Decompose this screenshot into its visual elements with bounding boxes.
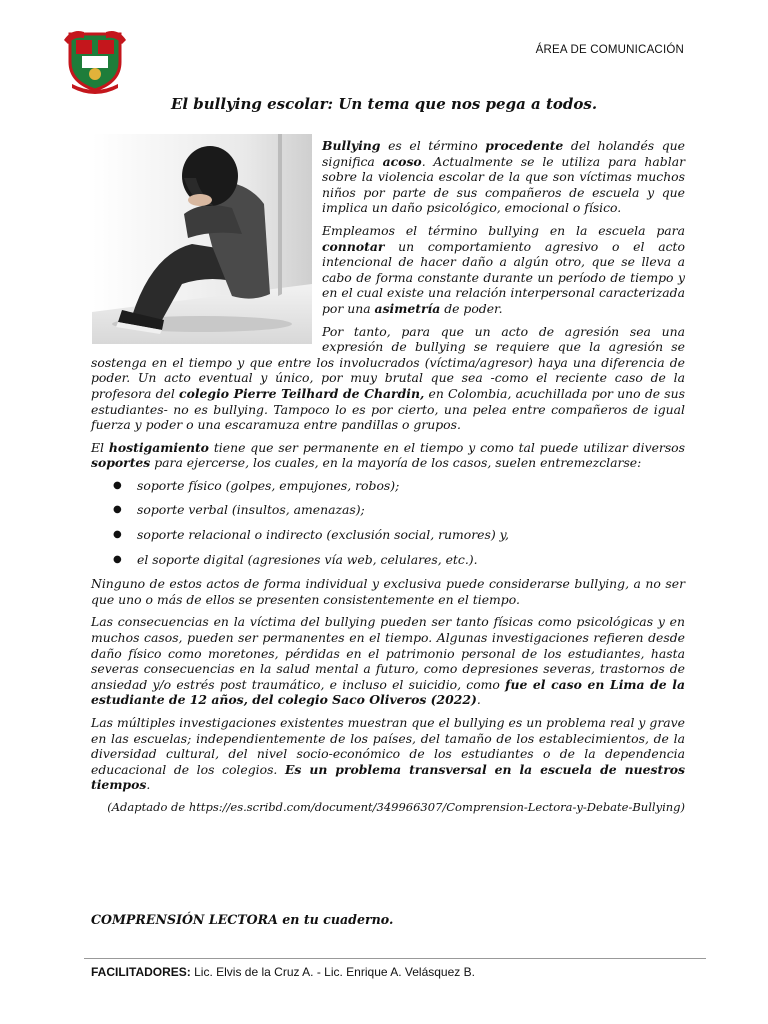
source-citation: (Adaptado de https://es.scribd.com/document/349966307/Comprension-Lectora-y-Debate-Bullying) [107, 799, 685, 814]
bold-term: hostigamiento [108, 439, 209, 455]
bold-term: Es un problema transversal en la escuela de nuestros tiempos [91, 761, 685, 793]
article-body [91, 138, 685, 816]
text-run: Ninguno de estos actos de forma individual y exclusiva puede considerarse bullying, a no ser que uno o más de ellos se presenten consistentemente en el tiempo. [91, 576, 685, 607]
text-run: tiene que ser permanente en el tiempo y como tal puede utilizar diversos [208, 439, 685, 455]
image-float-spacer [91, 138, 322, 350]
bold-term: Bullying [322, 138, 381, 153]
text-run: un comportamiento agresivo o el acto intencional de hacer daño a algún otro, que se lleva a cabo de forma constante durante un período de tiempo y en el cual existe una relación interpersonal caracterizada por una [322, 238, 685, 316]
text-run: para ejercerse, los cuales, en la mayoría de los casos, suelen entremezclarse: [150, 455, 642, 471]
text-run: Las consecuencias en la víctima del bullying pueden ser tanto físicas como psicológicas y en muchos casos, pueden ser permanentes en el tiempo. Algunas investigaciones refieren desde daño físico como moretones, pérdidas en el patrimonio personal de los estudiantes, hasta severas consecuencias en la salud mental a futuro, como depresiones severas, trastornos de ansiedad y/o estrés post traumático, e incluso el suicidio, como [91, 614, 685, 692]
paragraph-6 [91, 614, 685, 708]
paragraph-4 [91, 440, 685, 471]
bullet-icon: ● [113, 479, 122, 491]
bullet-icon: ● [113, 529, 122, 541]
list-item: ● soporte relacional o indirecto (exclusión social, rumores) y, [113, 527, 509, 543]
text-run: en Colombia, acuchillada por uno de sus estudiantes- no es bullying. Tampoco lo es por cierto, una pelea entre compañeros de igual fuerza y poder o una escaramuza entre pandillas o grupos. [91, 385, 685, 433]
list-item: ● el soporte digital (agresiones vía web, celulares, etc.). [113, 551, 478, 567]
area-label: ÁREA DE COMUNICACIÓN [535, 44, 684, 56]
footer-names: Lic. Elvis de la Cruz A. - Lic. Enrique A. Velásquez B. [194, 965, 475, 979]
comprension-heading: COMPRENSIÓN LECTORA en tu cuaderno. [91, 912, 394, 927]
text-run: El [91, 439, 109, 455]
text-run: . [476, 692, 481, 708]
bold-term: asimetría [374, 300, 441, 316]
text-run: es el término [380, 138, 486, 153]
text-run: Empleamos el término bullying en la escuela para [322, 222, 685, 238]
text-run: del holandés que significa [322, 138, 685, 169]
page-title: El bullying escolar: Un tema que nos pega a todos. [170, 95, 598, 113]
bullet-icon: ● [113, 553, 122, 565]
list-item: ● soporte físico (golpes, empujones, robos); [113, 477, 400, 493]
list-item: ● soporte verbal (insultos, amenazas); [113, 502, 365, 518]
bold-term: connotar [322, 238, 385, 254]
text-run: . [146, 777, 151, 793]
bold-term: procedente [485, 138, 564, 153]
footer-label: FACILITADORES: [91, 965, 191, 979]
footer [91, 965, 475, 979]
text-run: Por tanto, para que un acto de agresión sea una expresión de bullying se requiere que la agresión se sostenga en el tiempo y que entre los involucrados (víctima/agresor) haya una diferencia de poder. Un acto eventual y único, por muy brutal que sea -como el reciente caso de la profesora del [91, 323, 685, 401]
bold-term: fue el caso en Lima de la estudiante de 12 años, del colegio Saco Oliveros (2022) [91, 676, 685, 708]
soportes-list [91, 478, 685, 567]
paragraph-7 [91, 715, 685, 793]
bold-term: colegio Pierre Teilhard de Chardin, [179, 385, 425, 401]
footer-divider [84, 958, 706, 959]
text-run: Las múltiples investigaciones existentes muestran que el bullying es un problema real y grave en las escuelas; independientemente de los países, del tamaño de los establecimientos, de la diversidad cultural, del nivel socio-económico de los estudiantes o de la dependencia educacional de los colegios. [91, 715, 685, 777]
bullet-icon: ● [113, 504, 122, 516]
bold-term: acoso [382, 153, 422, 169]
paragraph-5 [91, 576, 685, 607]
text-run: . Actualmente se le utiliza para hablar sobre la violencia escolar de la que son víctimas muchos niños por parte de sus compañeros de escuela y que implica un daño psicológico, emocional o físico. [322, 153, 686, 216]
text-run: de poder. [440, 300, 503, 316]
bold-term: soportes [91, 455, 151, 471]
school-crest-icon [62, 26, 128, 94]
